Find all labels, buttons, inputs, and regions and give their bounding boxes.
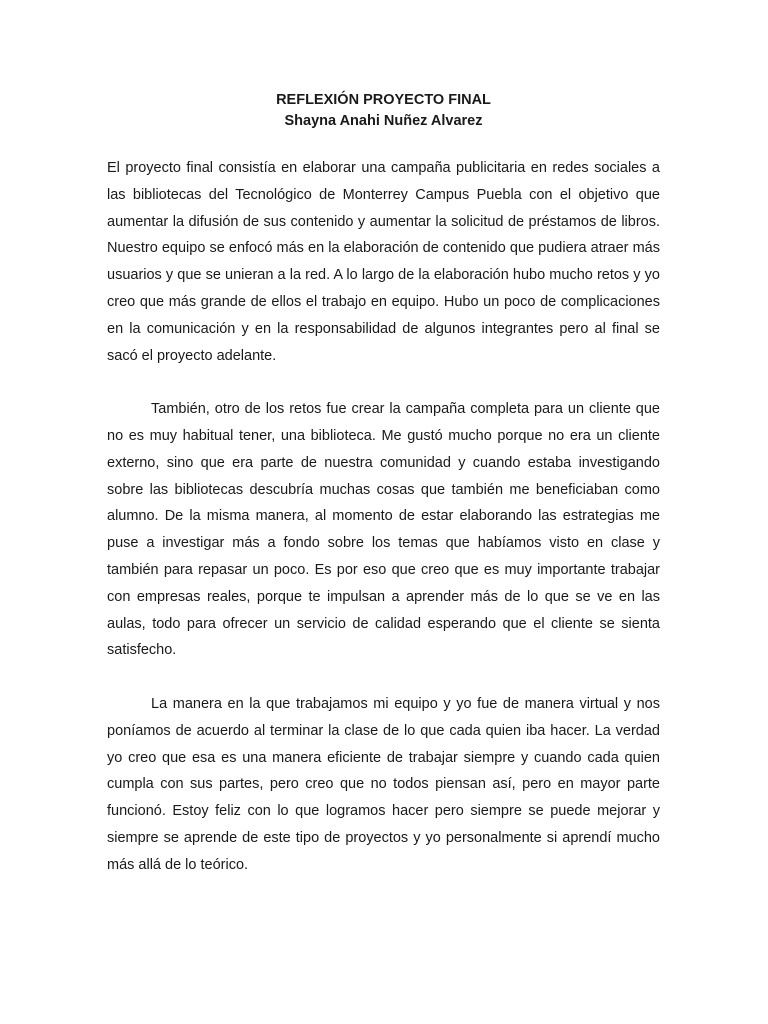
document-title: REFLEXIÓN PROYECTO FINAL [276,92,491,108]
paragraph-3: La manera en la que trabajamos mi equipo y yo fue de manera virtual y nos poníamos de acuerdo al terminar la clase de lo que cada quien iba hacer. La verdad yo creo que esa es una manera eficiente de trabajar siempre y cuando cada quien cumpla con sus partes, pero creo que no todos piensan así, pero en mayor parte funcionó. Estoy feliz con lo que logramos hacer pero siempre se puede mejorar y siempre se aprende de este tipo de proyectos y yo personalmente si aprendí mucho más allá de lo teórico. [107,695,660,873]
document-page [107,90,660,905]
paragraph-1: El proyecto final consistía en elaborar una campaña publicitaria en redes sociales a las bibliotecas del Tecnológico de Monterrey Campus Puebla con el objetivo que aumentar la difusión de sus contenido y aumentar la solicitud de préstamos de libros. Nuestro equipo se enfocó más en la elaboración de contenido que pudiera atraer más usuarios y que se unieran a la red. A lo largo de la elaboración hubo mucho retos y yo creo que más grande de ellos el trabajo en equipo. Hubo un poco de complicaciones en la comunicación y en la responsabilidad de algunos integrantes pero al final se sacó el proyecto adelante. [107,160,660,364]
document-author: Shayna Anahi Nuñez Alvarez [284,113,483,129]
paragraph-2: También, otro de los retos fue crear la campaña completa para un cliente que no es muy habitual tener, una biblioteca. Me gustó mucho porque no era un cliente externo, sino que era parte de nuestra comunidad y cuando estaba investigando sobre las bibliotecas descubría muchas cosas que también me beneficiaban como alumno. De la misma manera, al momento de estar elaborando las estrategias me puse a investigar más a fondo sobre los temas que habíamos visto en clase y también para repasar un poco. Es por eso que creo que es muy importante trabajar con empresas reales, porque te impulsan a aprender más de lo que se ve en las aulas, todo para ofrecer un servicio de calidad esperando que el cliente se sienta satisfecho. [107,401,660,659]
title-block [107,90,660,132]
